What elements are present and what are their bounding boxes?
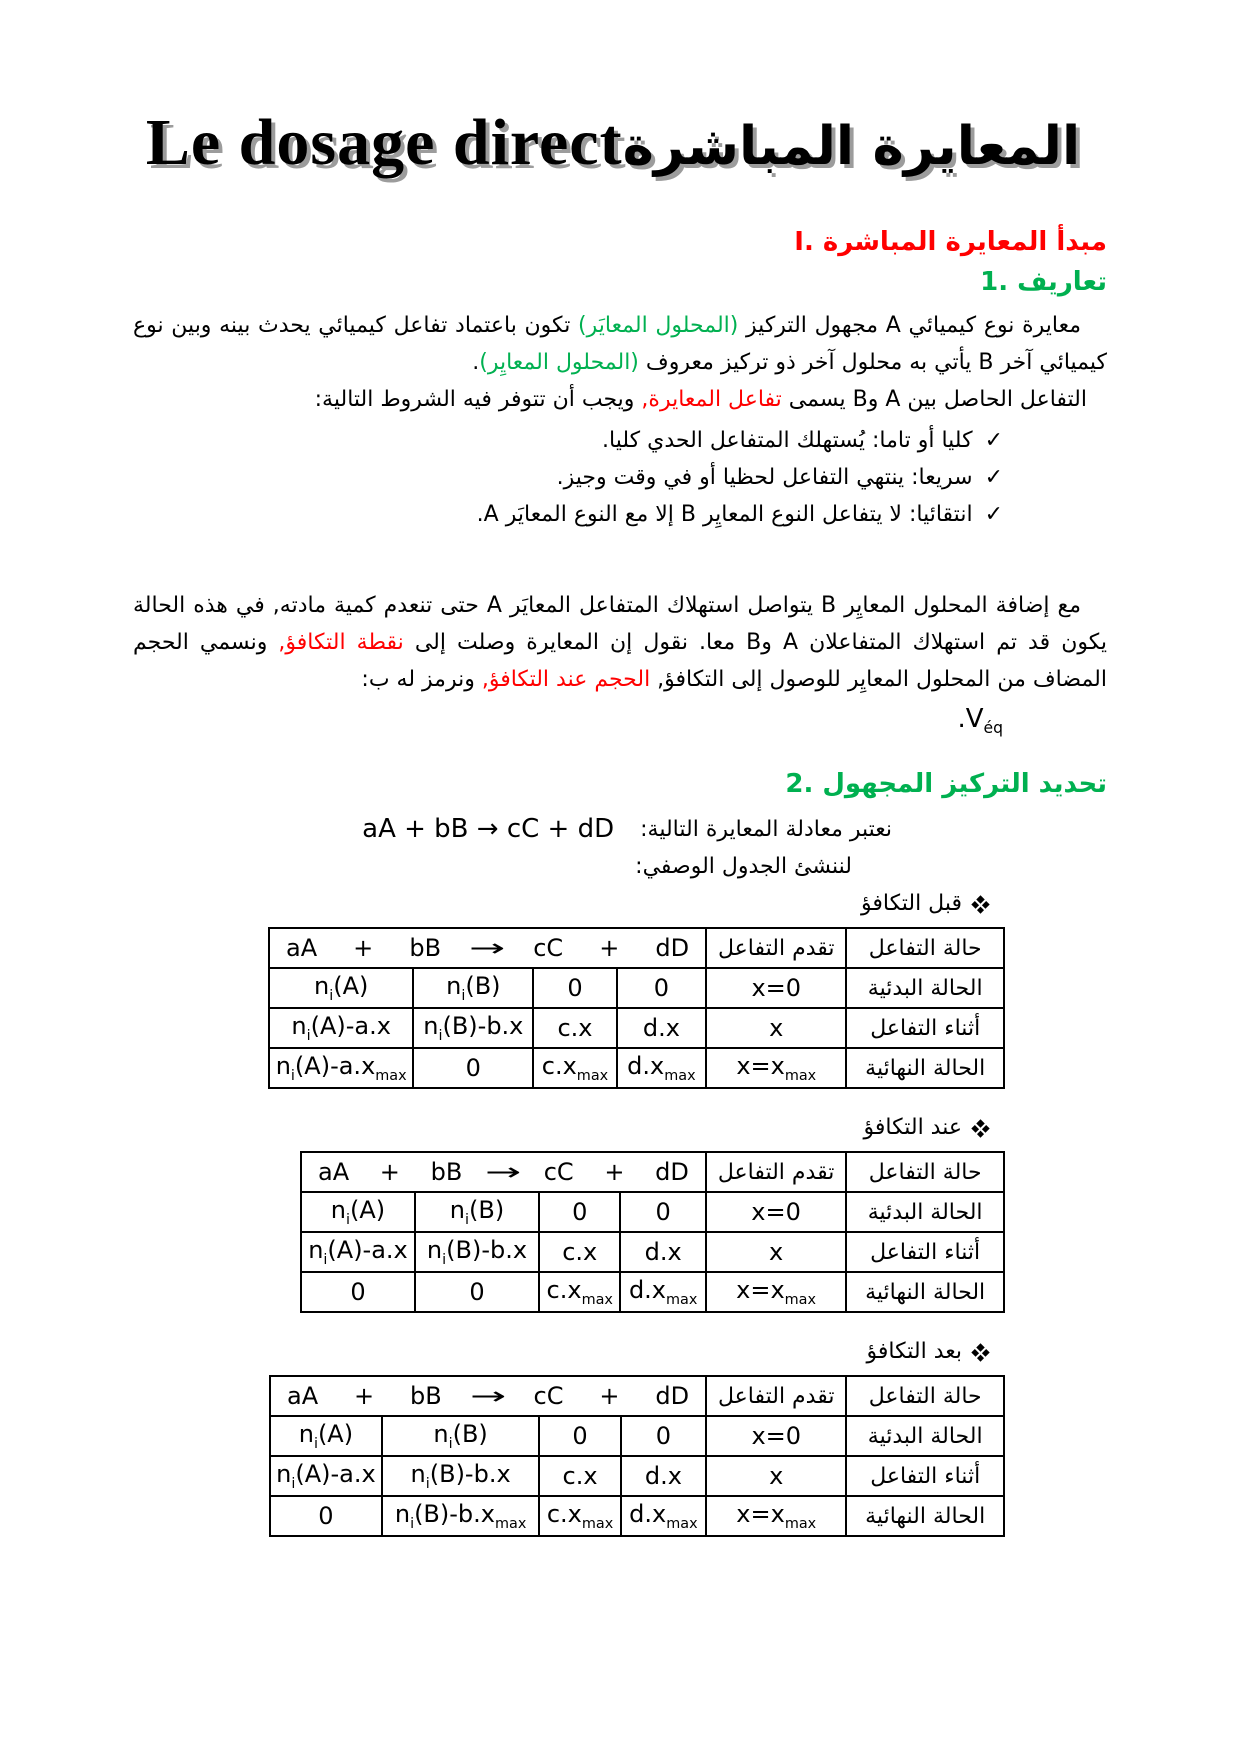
amount-cell: x=0 bbox=[706, 1416, 846, 1456]
equivalence-bullet-line bbox=[133, 1337, 1107, 1367]
table-row bbox=[269, 1048, 1004, 1088]
subsection-heading-unknown-concentration bbox=[133, 767, 1107, 801]
condition-text: سريعا: ينتهي التفاعل لحظيا أو في وقت وجيز. bbox=[556, 465, 973, 490]
progress-column-header: تقدم التفاعل bbox=[706, 928, 846, 968]
amount-cell: 0 bbox=[533, 968, 616, 1008]
text-segment: معايرة نوع كيميائي A مجهول التركيز bbox=[738, 313, 1082, 338]
equivalence-section bbox=[133, 1113, 1107, 1313]
table-row bbox=[301, 1272, 1004, 1312]
table-row bbox=[269, 968, 1004, 1008]
amount-cell: $n_i(A)-a.x$ bbox=[270, 1456, 382, 1496]
diamond-bullet-icon bbox=[971, 1343, 989, 1361]
amount-cell: $x=x_{max}$ bbox=[706, 1272, 846, 1312]
amount-cell: d.x bbox=[620, 1232, 705, 1272]
table-row bbox=[269, 1008, 1004, 1048]
equation-token: cC bbox=[543, 1158, 574, 1187]
equivalence-stage-label: بعد التكافؤ bbox=[866, 1339, 962, 1365]
equation-token: cC bbox=[533, 934, 564, 963]
amount-cell: 0 bbox=[539, 1416, 620, 1456]
amount-cell: x=0 bbox=[706, 968, 846, 1008]
table-row bbox=[270, 1416, 1004, 1456]
condition-item bbox=[133, 496, 1003, 533]
text-segment: (المحلول المعايِر) bbox=[479, 350, 639, 375]
state-column-header: حالة التفاعل bbox=[846, 1376, 1004, 1416]
state-label-cell: أثناء التفاعل bbox=[846, 1456, 1004, 1496]
table-header-row bbox=[269, 928, 1004, 968]
condition-text: كليا أو تاما: يُستهلك المتفاعل الحدي كليا. bbox=[602, 428, 973, 453]
amount-cell: $x=x_{max}$ bbox=[706, 1048, 846, 1088]
amount-cell: $n_i(A)$ bbox=[270, 1416, 382, 1456]
table-row bbox=[301, 1232, 1004, 1272]
conditions-list bbox=[133, 422, 1107, 533]
progress-column-header: تقدم التفاعل bbox=[706, 1376, 846, 1416]
paragraph-definition bbox=[133, 307, 1107, 381]
equivalence-bullet-line bbox=[133, 1113, 1107, 1143]
amount-cell: $c.x_{max}$ bbox=[533, 1048, 616, 1088]
diamond-bullet-icon bbox=[971, 895, 989, 913]
amount-cell: $n_i(B)-b.x$ bbox=[415, 1232, 539, 1272]
progress-column-header: تقدم التفاعل bbox=[706, 1152, 846, 1192]
text-segment: . bbox=[472, 350, 480, 375]
veq-symbol bbox=[133, 698, 1107, 737]
amount-cell: 0 bbox=[270, 1496, 382, 1536]
advancement-table bbox=[268, 927, 1005, 1089]
amount-cell: d.x bbox=[617, 1008, 706, 1048]
amount-cell: $n_i(A)$ bbox=[301, 1192, 415, 1232]
subsection-number: 2. bbox=[785, 769, 814, 800]
subsection-title: تحديد التركيز المجهول bbox=[822, 769, 1107, 800]
table-row bbox=[301, 1192, 1004, 1232]
text-segment: تكون باعتماد تفاعل كيميائي يحدث بينه وبين نوع كيميائي آخر B يأتي به محلول آخر ذو تركيز معروف bbox=[133, 313, 1107, 375]
amount-cell: 0 bbox=[413, 1048, 533, 1088]
table-header-row bbox=[301, 1152, 1004, 1192]
amount-cell: $c.x_{max}$ bbox=[539, 1496, 620, 1536]
text-segment: ونسمي الحجم المضاف من المحلول المعايِر للوصول إلى التكافؤ, bbox=[133, 630, 1107, 692]
equation-token: bB bbox=[409, 934, 442, 963]
amount-cell: $n_i(A)$ bbox=[269, 968, 413, 1008]
diamond-bullet-icon bbox=[971, 1119, 989, 1137]
reaction-arrow-icon: → bbox=[469, 934, 506, 963]
paragraph-equivalence-point bbox=[133, 587, 1107, 698]
section-title: مبدأ المعايرة المباشرة bbox=[822, 227, 1107, 257]
section-heading-principle bbox=[133, 225, 1107, 259]
amount-cell: 0 bbox=[617, 968, 706, 1008]
amount-cell: c.x bbox=[539, 1232, 620, 1272]
condition-text: انتقائيا: لا يتفاعل النوع المعايِر B إلا مع النوع المعايَر A. bbox=[476, 502, 973, 527]
amount-cell: x bbox=[706, 1456, 846, 1496]
equation-token: + bbox=[353, 934, 374, 963]
amount-cell: 0 bbox=[415, 1272, 539, 1312]
equation-token: dD bbox=[655, 1158, 689, 1187]
checkmark-icon: ✓ bbox=[984, 428, 1003, 453]
state-label-cell: الحالة النهائية bbox=[846, 1272, 1004, 1312]
amount-cell: c.x bbox=[533, 1008, 616, 1048]
amount-cell: x bbox=[706, 1008, 846, 1048]
equation-label: نعتبر معادلة المعايرة التالية: bbox=[640, 817, 892, 843]
condition-item bbox=[133, 422, 1003, 459]
equation-header-cell bbox=[301, 1152, 706, 1192]
state-column-header: حالة التفاعل bbox=[846, 1152, 1004, 1192]
state-label-cell: الحالة البدئية bbox=[846, 968, 1004, 1008]
amount-cell: $n_i(A)-a.x$ bbox=[269, 1008, 413, 1048]
amount-cell: x=0 bbox=[706, 1192, 846, 1232]
table-intro: لننشئ الجدول الوصفي: bbox=[635, 854, 852, 880]
amount-cell: 0 bbox=[621, 1416, 706, 1456]
amount-cell: 0 bbox=[539, 1192, 620, 1232]
paragraph-reaction-conditions bbox=[133, 381, 1107, 418]
subsection-number: 1. bbox=[980, 267, 1009, 297]
state-label-cell: الحالة البدئية bbox=[846, 1192, 1004, 1232]
equation-line bbox=[133, 811, 1107, 848]
amount-cell: d.x bbox=[621, 1456, 706, 1496]
amount-cell: $n_i(B)$ bbox=[415, 1192, 539, 1232]
amount-cell: c.x bbox=[539, 1456, 620, 1496]
text-segment: (المحلول المعايَر) bbox=[578, 313, 739, 338]
equation-token: + bbox=[599, 1382, 620, 1411]
state-label-cell: أثناء التفاعل bbox=[846, 1008, 1004, 1048]
amount-cell: $x=x_{max}$ bbox=[706, 1496, 846, 1536]
text-segment: ونرمز له ب: bbox=[361, 667, 482, 692]
text-segment: مع إضافة المحلول المعايِر B يتواصل استهلاك المتفاعل المعايَر A حتى تنعدم كمية مادته, في هذه الحالة يكون قد تم استهلاك المتفاعلان A وB معا. نقول إن المعايرة وصلت إلى bbox=[133, 593, 1107, 655]
amount-cell: $d.x_{max}$ bbox=[621, 1496, 706, 1536]
checkmark-icon: ✓ bbox=[984, 502, 1003, 527]
state-column-header: حالة التفاعل bbox=[846, 928, 1004, 968]
equivalence-section bbox=[133, 1337, 1107, 1537]
state-label-cell: الحالة البدئية bbox=[846, 1416, 1004, 1456]
equation-token: dD bbox=[655, 934, 690, 963]
amount-cell: $n_i(A)-a.x$ bbox=[301, 1232, 415, 1272]
amount-cell: x bbox=[706, 1232, 846, 1272]
subsection-heading-definitions bbox=[133, 265, 1107, 299]
advancement-table bbox=[300, 1151, 1005, 1313]
amount-cell: $n_i(A)-a.x_{max}$ bbox=[269, 1048, 413, 1088]
text-segment: التفاعل الحاصل بين A وB يسمى bbox=[781, 387, 1087, 412]
equation-header-cell bbox=[269, 928, 706, 968]
equivalence-bullet-line bbox=[133, 889, 1107, 919]
table-header-row bbox=[270, 1376, 1004, 1416]
amount-cell: 0 bbox=[301, 1272, 415, 1312]
amount-cell: $d.x_{max}$ bbox=[617, 1048, 706, 1088]
amount-cell: $n_i(B)-b.x$ bbox=[413, 1008, 533, 1048]
condition-item bbox=[133, 459, 1003, 496]
amount-cell: $d.x_{max}$ bbox=[620, 1272, 705, 1312]
equation-token: cC bbox=[533, 1382, 564, 1411]
amount-cell: $n_i(B)-b.x$ bbox=[382, 1456, 540, 1496]
equation-header-cell bbox=[270, 1376, 706, 1416]
equation-token: bB bbox=[430, 1158, 463, 1187]
state-label-cell: أثناء التفاعل bbox=[846, 1232, 1004, 1272]
state-label-cell: الحالة النهائية bbox=[846, 1496, 1004, 1536]
equivalence-sections bbox=[133, 889, 1107, 1537]
checkmark-icon: ✓ bbox=[984, 465, 1003, 490]
reaction-arrow-icon: → bbox=[484, 1158, 522, 1187]
equation-token: bB bbox=[409, 1382, 442, 1411]
equivalence-section bbox=[133, 889, 1107, 1089]
equation-token: aA bbox=[286, 934, 318, 963]
text-segment: الحجم عند التكافؤ, bbox=[481, 667, 651, 692]
table-row bbox=[270, 1496, 1004, 1536]
equation-token: + bbox=[604, 1158, 625, 1187]
text-segment: $V_{éq}$. bbox=[957, 704, 1003, 738]
state-label-cell: الحالة النهائية bbox=[846, 1048, 1004, 1088]
title-latin: Le dosage direct bbox=[145, 106, 623, 179]
equation-token: aA bbox=[287, 1382, 319, 1411]
amount-cell: $n_i(B)-b.x_{max}$ bbox=[382, 1496, 540, 1536]
amount-cell: $n_i(B)$ bbox=[382, 1416, 540, 1456]
advancement-table bbox=[269, 1375, 1005, 1537]
amount-cell: $n_i(B)$ bbox=[413, 968, 533, 1008]
text-segment: تفاعل المعايرة, bbox=[641, 387, 782, 412]
equation-token: + bbox=[354, 1382, 375, 1411]
equivalence-stage-label: عند التكافؤ bbox=[863, 1115, 962, 1141]
title-arabic: المعايرة المباشرة bbox=[622, 116, 1081, 177]
subsection-title: تعاريف bbox=[1017, 267, 1107, 297]
equation-token: dD bbox=[655, 1382, 690, 1411]
equivalence-stage-label: قبل التكافؤ bbox=[861, 891, 962, 917]
document-title bbox=[133, 105, 1107, 181]
reaction-equation: aA + bB → cC + dD bbox=[362, 814, 615, 845]
text-segment: ويجب أن تتوفر فيه الشروط التالية: bbox=[314, 387, 642, 412]
section-number: I. bbox=[794, 227, 814, 257]
table-row bbox=[270, 1456, 1004, 1496]
amount-cell: 0 bbox=[620, 1192, 705, 1232]
equation-token: + bbox=[379, 1158, 400, 1187]
equation-token: + bbox=[599, 934, 620, 963]
reaction-arrow-icon: → bbox=[469, 1382, 506, 1411]
equation-token: aA bbox=[318, 1158, 350, 1187]
text-segment: نقطة التكافؤ, bbox=[278, 630, 404, 655]
amount-cell: $c.x_{max}$ bbox=[539, 1272, 620, 1312]
